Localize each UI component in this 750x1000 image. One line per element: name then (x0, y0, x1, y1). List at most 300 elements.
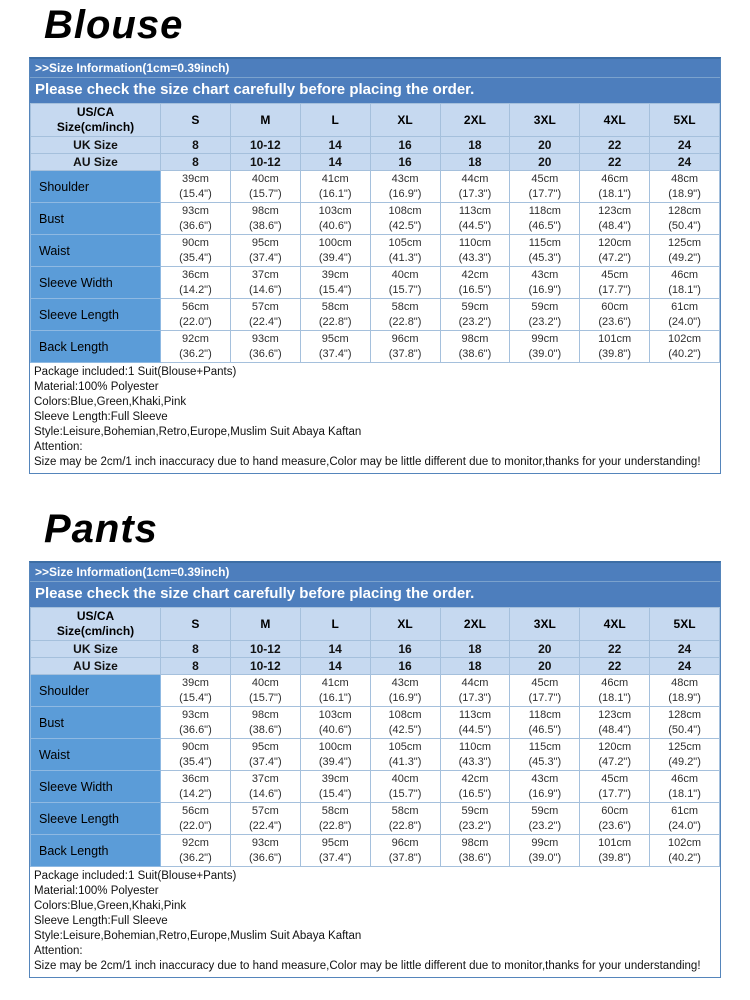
header-row (31, 608, 720, 641)
measure-value (370, 203, 440, 235)
measure-value (161, 675, 231, 707)
measure-value (161, 771, 231, 803)
inch-value: (15.4") (179, 187, 212, 200)
size-value: 22 (580, 137, 650, 154)
cm-value: 39cm (321, 772, 349, 785)
measure-value (650, 299, 720, 331)
measure-value (161, 803, 231, 835)
inch-value: (16.9") (528, 787, 562, 800)
column-header-m: M (230, 608, 300, 641)
cm-value: 39cm (181, 172, 209, 185)
measure-value (300, 203, 370, 235)
cm-value: 102cm (668, 332, 702, 345)
column-header-l: L (300, 104, 370, 137)
size-info-bar: >>Size Information(1cm=0.39inch) (30, 563, 720, 582)
inch-value: (49.2") (668, 251, 701, 264)
inch-value: (38.6") (458, 851, 492, 864)
corner-header (31, 608, 161, 641)
notice-bar: Please check the size chart carefully before placing the order. (30, 78, 720, 103)
cm-value: 113cm (458, 708, 492, 721)
inch-value: (46.5") (528, 219, 562, 232)
measure-value (440, 771, 510, 803)
cm-value: 123cm (598, 204, 632, 217)
corner-line2: Size(cm/inch) (56, 120, 135, 134)
size-value: 22 (580, 154, 650, 171)
size-grid (30, 103, 720, 363)
column-header-l: L (300, 608, 370, 641)
size-value: 20 (510, 154, 580, 171)
inch-value: (39.0") (528, 347, 562, 360)
measure-row-back-length (31, 331, 720, 363)
cm-value: 41cm (321, 172, 349, 185)
measure-value (370, 739, 440, 771)
measure-row-sleeve-length (31, 803, 720, 835)
cm-value: 95cm (251, 236, 279, 249)
inch-value: (39.4") (318, 251, 352, 264)
measure-value (580, 299, 650, 331)
inch-value: (23.2") (528, 819, 562, 832)
measure-row-waist (31, 235, 720, 267)
measure-value (510, 707, 580, 739)
measure-value (580, 803, 650, 835)
column-header-s: S (161, 104, 231, 137)
inch-value: (48.4") (598, 219, 631, 232)
cm-value: 61cm (671, 300, 699, 313)
cm-value: 40cm (391, 772, 419, 785)
size-row-au-size (31, 658, 720, 675)
measure-value (650, 331, 720, 363)
cm-value: 105cm (388, 740, 422, 753)
info-line: Colors:Blue,Green,Khaki,Pink (34, 396, 187, 408)
row-label-back-length: Back Length (31, 835, 161, 867)
cm-value: 56cm (181, 300, 209, 313)
measure-value (650, 739, 720, 771)
cm-value: 93cm (251, 836, 279, 849)
inch-value: (16.1") (318, 187, 352, 200)
row-label-shoulder: Shoulder (31, 171, 161, 203)
measure-value (580, 331, 650, 363)
size-value: 16 (370, 154, 440, 171)
measure-value (300, 739, 370, 771)
measure-row-sleeve-width (31, 267, 720, 299)
measure-value (300, 235, 370, 267)
size-row-uk-size (31, 137, 720, 154)
measure-value (440, 739, 510, 771)
cm-value: 102cm (668, 836, 702, 849)
cm-value: 103cm (318, 708, 352, 721)
cm-value: 99cm (531, 332, 559, 345)
measure-value (300, 835, 370, 867)
measure-value (161, 835, 231, 867)
info-line: Style:Leisure,Bohemian,Retro,Europe,Muslim Suit Abaya Kaftan (34, 426, 362, 438)
size-row-uk-size (31, 641, 720, 658)
cm-value: 58cm (391, 300, 419, 313)
cm-value: 59cm (531, 300, 559, 313)
row-label-shoulder: Shoulder (31, 675, 161, 707)
inch-value: (24.0") (668, 315, 701, 328)
measure-value (370, 835, 440, 867)
cm-value: 98cm (461, 332, 489, 345)
measure-value (230, 267, 300, 299)
measure-value (650, 803, 720, 835)
cm-value: 98cm (461, 836, 489, 849)
inch-value: (23.2") (528, 315, 562, 328)
measure-value (230, 235, 300, 267)
inch-value: (17.7") (598, 787, 631, 800)
inch-value: (15.7") (388, 283, 422, 296)
measure-value (440, 299, 510, 331)
inch-value: (44.5") (458, 723, 492, 736)
size-value: 20 (510, 137, 580, 154)
cm-value: 45cm (601, 268, 629, 281)
measure-value (580, 267, 650, 299)
cm-value: 110cm (458, 740, 492, 753)
inch-value: (22.8") (388, 819, 422, 832)
inch-value: (38.6") (248, 723, 282, 736)
measure-value (650, 675, 720, 707)
cm-value: 90cm (181, 236, 209, 249)
measure-value (510, 771, 580, 803)
measure-value (300, 331, 370, 363)
measure-value (510, 299, 580, 331)
measure-value (440, 675, 510, 707)
info-line: Package included:1 Suit(Blouse+Pants) (34, 366, 237, 378)
measure-value (370, 171, 440, 203)
inch-value: (37.8") (388, 347, 422, 360)
cm-value: 37cm (251, 268, 279, 281)
measure-value (370, 707, 440, 739)
column-header-4xl: 4XL (580, 104, 650, 137)
size-value: 16 (370, 641, 440, 658)
measure-value (370, 803, 440, 835)
inch-value: (43.3") (458, 251, 492, 264)
measure-value (370, 771, 440, 803)
corner-line2: Size(cm/inch) (56, 624, 135, 638)
measure-row-sleeve-length (31, 299, 720, 331)
size-value: 18 (440, 137, 510, 154)
inch-value: (38.6") (248, 219, 282, 232)
row-label-back-length: Back Length (31, 331, 161, 363)
inch-value: (22.4") (248, 819, 282, 832)
inch-value: (18.1") (598, 187, 631, 200)
section-title-blouse: Blouse (44, 3, 184, 47)
cm-value: 58cm (321, 804, 349, 817)
inch-value: (17.3") (458, 691, 492, 704)
measure-value (580, 707, 650, 739)
measure-value (510, 235, 580, 267)
cm-value: 90cm (181, 740, 209, 753)
cm-value: 46cm (671, 268, 699, 281)
inch-value: (49.2") (668, 755, 701, 768)
size-value: 8 (161, 641, 231, 658)
info-line: Colors:Blue,Green,Khaki,Pink (34, 900, 187, 912)
cm-value: 46cm (601, 172, 629, 185)
cm-value: 92cm (181, 332, 209, 345)
inch-value: (22.8") (318, 819, 352, 832)
info-line: Size may be 2cm/1 inch inaccuracy due to hand measure,Color may be little different due to monitor,thanks for your understanding! (34, 456, 701, 468)
notice-bar: Please check the size chart carefully before placing the order. (30, 582, 720, 607)
cm-value: 113cm (458, 204, 492, 217)
measure-value (161, 171, 231, 203)
cm-value: 43cm (531, 268, 559, 281)
measure-row-shoulder (31, 675, 720, 707)
inch-value: (42.5") (388, 723, 422, 736)
size-value: 18 (440, 641, 510, 658)
inch-value: (48.4") (598, 723, 631, 736)
inch-value: (44.5") (458, 219, 492, 232)
info-line: Attention: (34, 945, 83, 957)
cm-value: 100cm (318, 236, 352, 249)
cm-value: 45cm (531, 172, 559, 185)
size-value: 14 (300, 658, 370, 675)
cm-value: 125cm (668, 740, 702, 753)
measure-value (650, 267, 720, 299)
column-header-s: S (161, 608, 231, 641)
cm-value: 42cm (461, 268, 489, 281)
cm-value: 120cm (598, 740, 632, 753)
section-title-pants: Pants (44, 507, 158, 551)
cm-value: 95cm (321, 332, 349, 345)
inch-value: (14.6") (248, 283, 282, 296)
info-line: Sleeve Length:Full Sleeve (34, 915, 168, 927)
inch-value: (16.5") (458, 283, 492, 296)
size-value: 24 (650, 641, 720, 658)
inch-value: (40.6") (318, 723, 352, 736)
corner-header (31, 104, 161, 137)
measure-value (510, 675, 580, 707)
inch-value: (24.0") (668, 819, 701, 832)
inch-value: (50.4") (668, 219, 701, 232)
row-label-sleeve-length: Sleeve Length (31, 803, 161, 835)
inch-value: (22.8") (318, 315, 352, 328)
cm-value: 58cm (321, 300, 349, 313)
measure-value (650, 771, 720, 803)
info-line: Material:100% Polyester (34, 885, 159, 897)
measure-row-shoulder (31, 171, 720, 203)
size-value: 10-12 (230, 641, 300, 658)
cm-value: 93cm (251, 332, 279, 345)
measure-value (440, 707, 510, 739)
measure-value (510, 803, 580, 835)
row-label-uk-size: UK Size (31, 641, 161, 658)
inch-value: (18.1") (598, 691, 631, 704)
inch-value: (16.9") (388, 691, 422, 704)
measure-value (580, 235, 650, 267)
measure-value (300, 707, 370, 739)
inch-value: (15.7") (388, 787, 422, 800)
inch-value: (38.6") (458, 347, 492, 360)
inch-value: (40.2") (668, 851, 701, 864)
size-row-au-size (31, 154, 720, 171)
measure-value (510, 203, 580, 235)
cm-value: 44cm (461, 676, 489, 689)
inch-value: (15.7") (248, 187, 282, 200)
measure-value (580, 171, 650, 203)
cm-value: 110cm (458, 236, 492, 249)
column-header-4xl: 4XL (580, 608, 650, 641)
info-line: Package included:1 Suit(Blouse+Pants) (34, 870, 237, 882)
cm-value: 36cm (181, 268, 209, 281)
measure-value (230, 803, 300, 835)
measure-value (580, 203, 650, 235)
inch-value: (45.3") (528, 755, 562, 768)
cm-value: 100cm (318, 740, 352, 753)
corner-line1: US/CA (76, 609, 115, 623)
measure-value (370, 267, 440, 299)
cm-value: 99cm (531, 836, 559, 849)
inch-value: (14.2") (179, 283, 212, 296)
inch-value: (39.0") (528, 851, 562, 864)
inch-value: (23.2") (458, 819, 492, 832)
measure-row-back-length (31, 835, 720, 867)
measure-value (300, 267, 370, 299)
inch-value: (23.2") (458, 315, 492, 328)
inch-value: (36.2") (179, 851, 212, 864)
inch-value: (40.6") (318, 219, 352, 232)
size-value: 20 (510, 641, 580, 658)
inch-value: (37.4") (248, 251, 282, 264)
size-value: 14 (300, 641, 370, 658)
header-row (31, 104, 720, 137)
column-header-5xl: 5XL (650, 104, 720, 137)
cm-value: 96cm (391, 836, 419, 849)
cm-value: 101cm (598, 836, 632, 849)
cm-value: 48cm (671, 676, 699, 689)
column-header-3xl: 3XL (510, 608, 580, 641)
size-value: 16 (370, 137, 440, 154)
cm-value: 56cm (181, 804, 209, 817)
inch-value: (22.0") (179, 315, 212, 328)
measure-value (230, 835, 300, 867)
corner-line1: US/CA (76, 105, 115, 119)
measure-value (300, 675, 370, 707)
inch-value: (40.2") (668, 347, 701, 360)
inch-value: (39.8") (598, 851, 631, 864)
package-info (30, 867, 720, 977)
measure-value (300, 299, 370, 331)
inch-value: (36.6") (179, 219, 212, 232)
cm-value: 105cm (388, 236, 422, 249)
cm-value: 59cm (461, 804, 489, 817)
measure-value (230, 707, 300, 739)
inch-value: (23.6") (598, 315, 631, 328)
inch-value: (14.2") (179, 787, 212, 800)
measure-value (580, 835, 650, 867)
measure-value (230, 203, 300, 235)
measure-value (300, 771, 370, 803)
row-label-waist: Waist (31, 235, 161, 267)
column-header-2xl: 2XL (440, 608, 510, 641)
inch-value: (15.4") (318, 283, 352, 296)
measure-value (300, 803, 370, 835)
info-line: Size may be 2cm/1 inch inaccuracy due to hand measure,Color may be little different due to monitor,thanks for your understanding! (34, 960, 701, 972)
inch-value: (42.5") (388, 219, 422, 232)
cm-value: 108cm (388, 708, 422, 721)
inch-value: (39.8") (598, 347, 631, 360)
measure-value (440, 235, 510, 267)
measure-value (230, 171, 300, 203)
measure-value (510, 835, 580, 867)
inch-value: (41.3") (388, 755, 422, 768)
cm-value: 40cm (251, 676, 279, 689)
column-header-2xl: 2XL (440, 104, 510, 137)
cm-value: 39cm (181, 676, 209, 689)
inch-value: (15.4") (179, 691, 212, 704)
cm-value: 120cm (598, 236, 632, 249)
cm-value: 43cm (391, 172, 419, 185)
column-header-xl: XL (370, 608, 440, 641)
inch-value: (50.4") (668, 723, 701, 736)
measure-value (440, 203, 510, 235)
section-pants (0, 504, 750, 978)
size-value: 24 (650, 658, 720, 675)
measure-value (440, 267, 510, 299)
size-value: 14 (300, 137, 370, 154)
size-value: 24 (650, 137, 720, 154)
cm-value: 45cm (531, 676, 559, 689)
inch-value: (45.3") (528, 251, 562, 264)
inch-value: (18.9") (668, 691, 701, 704)
cm-value: 98cm (251, 204, 279, 217)
cm-value: 95cm (321, 836, 349, 849)
inch-value: (41.3") (388, 251, 422, 264)
cm-value: 115cm (528, 236, 561, 249)
inch-value: (23.6") (598, 819, 631, 832)
cm-value: 98cm (251, 708, 279, 721)
measure-value (440, 331, 510, 363)
measure-value (650, 203, 720, 235)
cm-value: 115cm (528, 740, 561, 753)
cm-value: 92cm (181, 836, 209, 849)
cm-value: 96cm (391, 332, 419, 345)
measure-value (510, 331, 580, 363)
info-line: Sleeve Length:Full Sleeve (34, 411, 168, 423)
inch-value: (17.7") (528, 691, 562, 704)
inch-value: (46.5") (528, 723, 562, 736)
inch-value: (18.1") (668, 787, 701, 800)
measure-value (161, 203, 231, 235)
measure-value (580, 675, 650, 707)
inch-value: (16.9") (388, 187, 422, 200)
inch-value: (15.4") (318, 787, 352, 800)
inch-value: (22.4") (248, 315, 282, 328)
inch-value: (43.3") (458, 755, 492, 768)
size-grid (30, 607, 720, 867)
measure-value (580, 771, 650, 803)
size-value: 16 (370, 658, 440, 675)
info-line: Style:Leisure,Bohemian,Retro,Europe,Muslim Suit Abaya Kaftan (34, 930, 362, 942)
cm-value: 128cm (668, 708, 702, 721)
cm-value: 57cm (251, 300, 279, 313)
size-value: 8 (161, 137, 231, 154)
measure-value (650, 171, 720, 203)
size-value: 24 (650, 154, 720, 171)
inch-value: (18.1") (668, 283, 701, 296)
cm-value: 123cm (598, 708, 632, 721)
measure-value (650, 707, 720, 739)
cm-value: 42cm (461, 772, 489, 785)
size-info-bar: >>Size Information(1cm=0.39inch) (30, 59, 720, 78)
section-blouse (0, 0, 750, 474)
row-label-sleeve-length: Sleeve Length (31, 299, 161, 331)
measure-value (650, 235, 720, 267)
inch-value: (16.9") (528, 283, 562, 296)
cm-value: 60cm (601, 300, 629, 313)
size-value: 10-12 (230, 154, 300, 171)
cm-value: 93cm (181, 204, 209, 217)
cm-value: 44cm (461, 172, 489, 185)
inch-value: (15.7") (248, 691, 282, 704)
